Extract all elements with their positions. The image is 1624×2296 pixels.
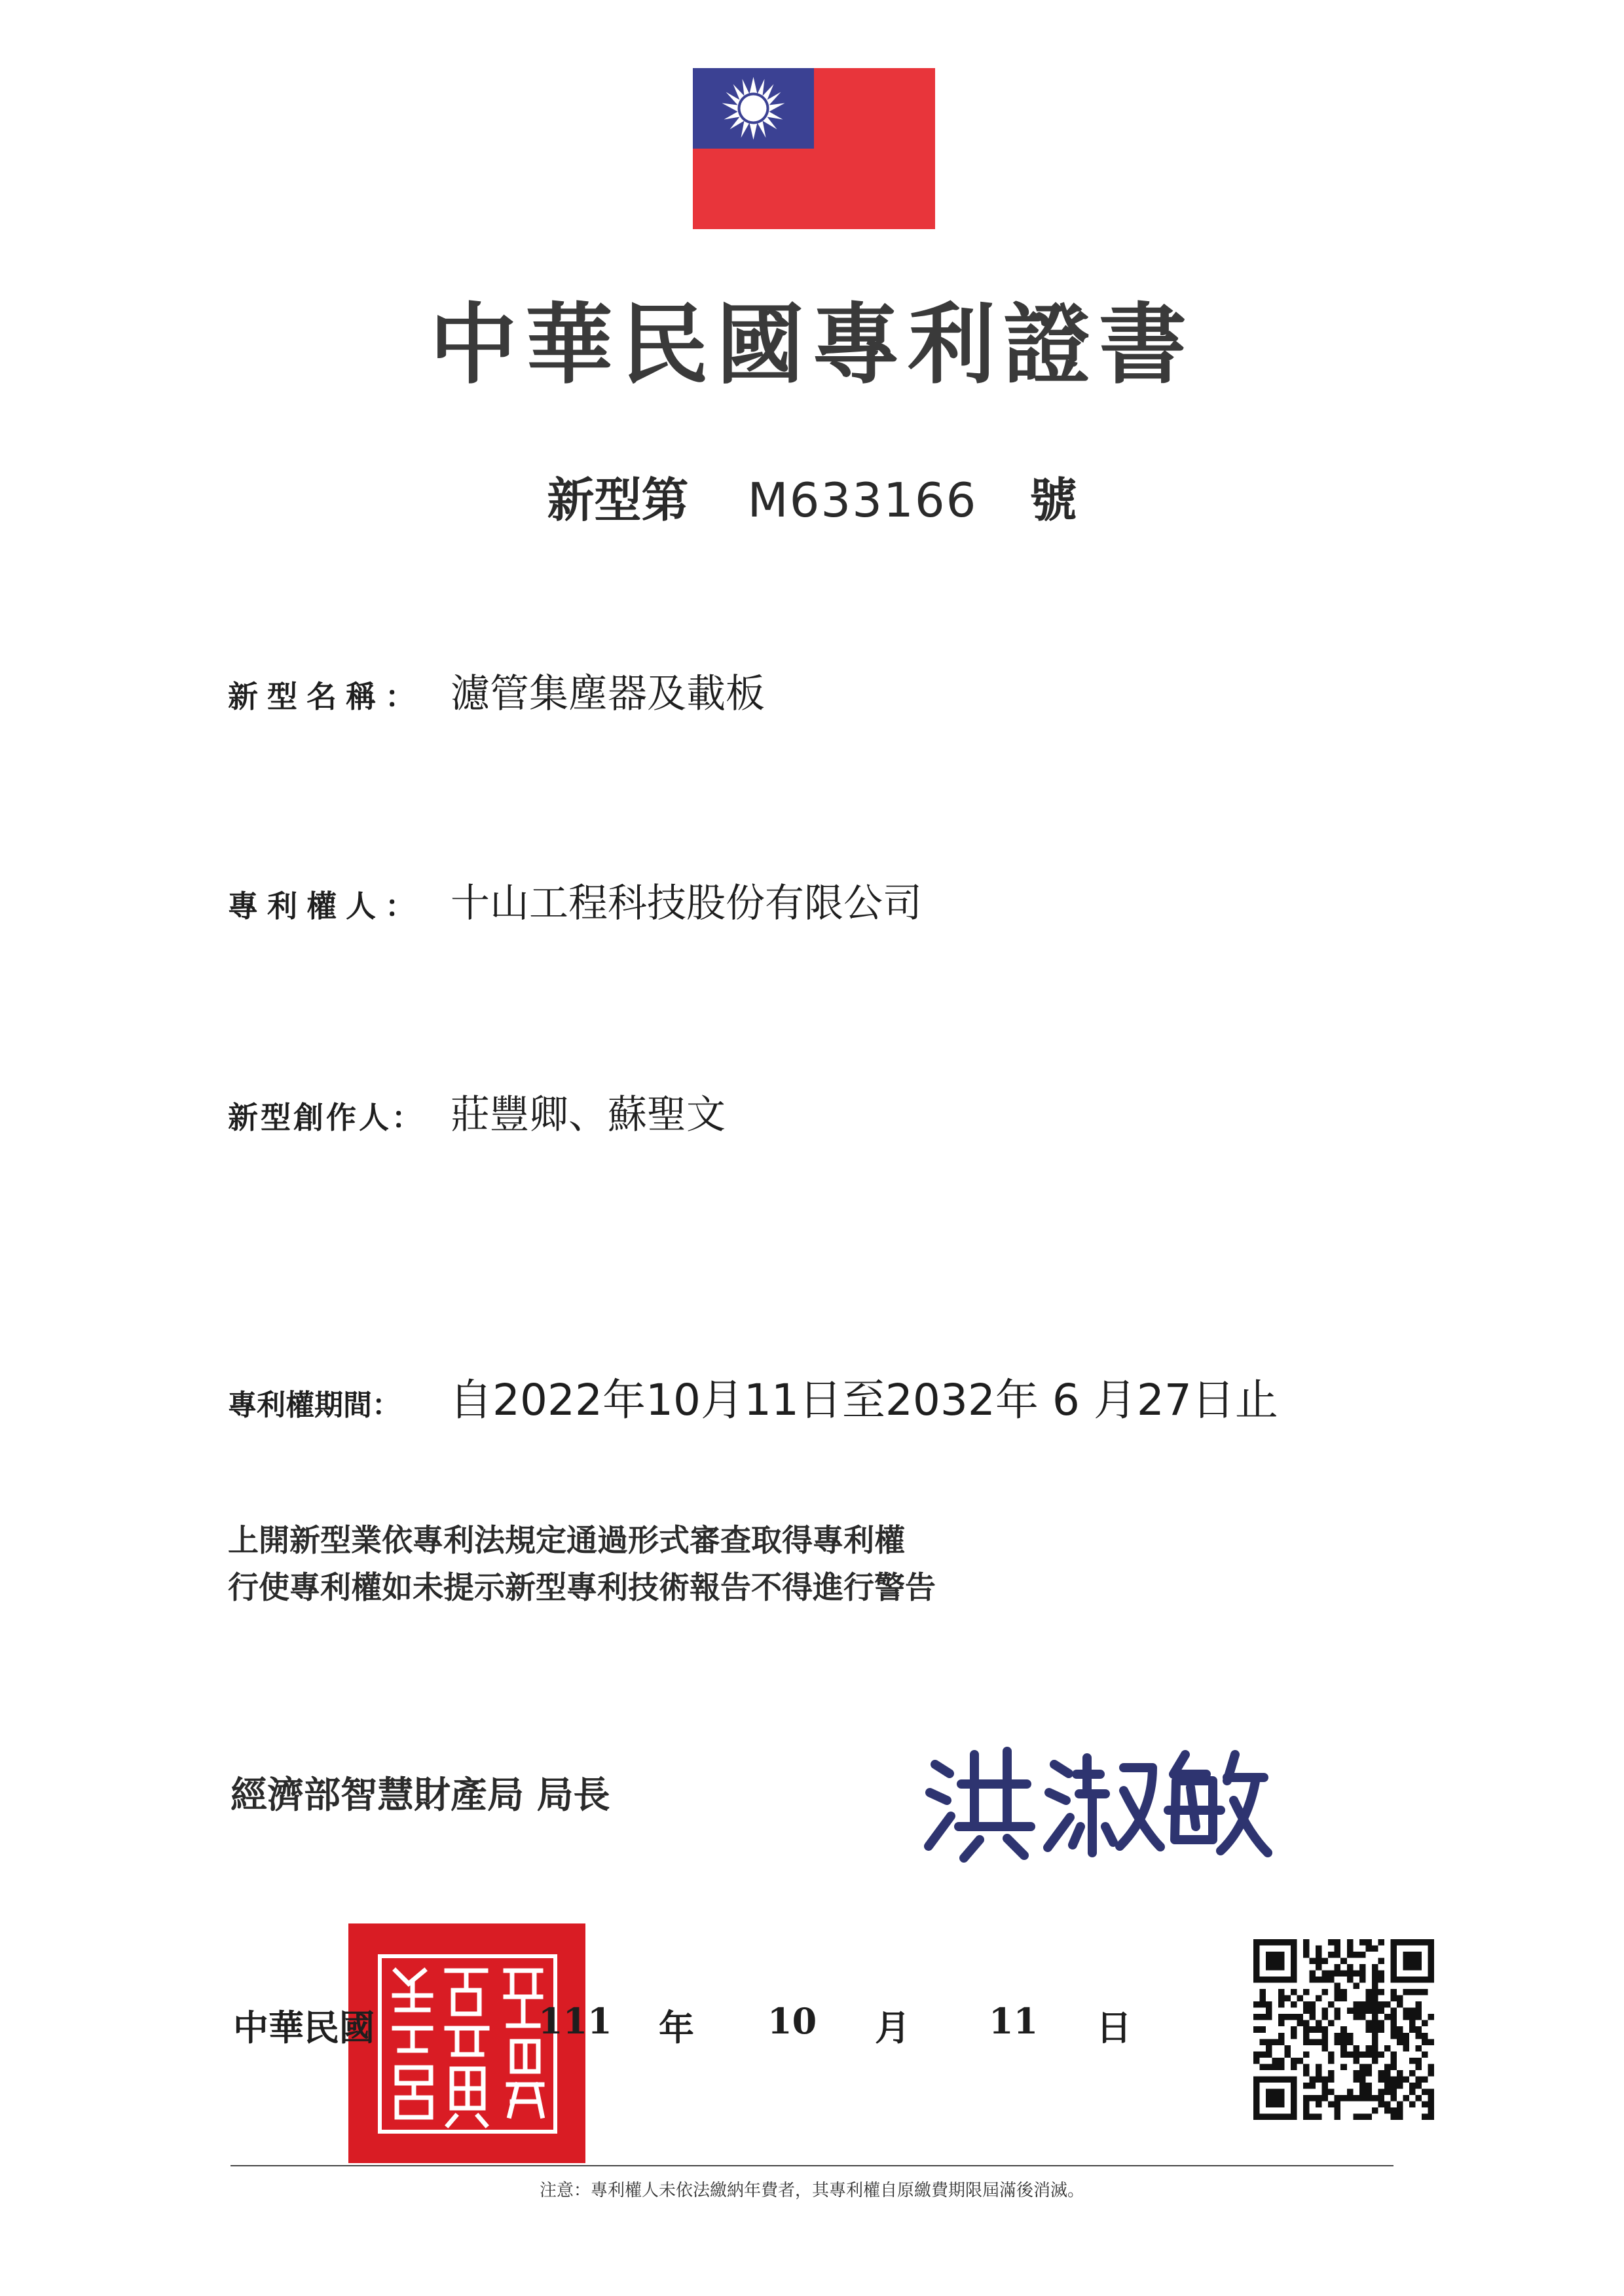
official-seal [348, 1923, 585, 2163]
field-label: 專利權人： [228, 888, 424, 924]
issue-date-year: 111 [538, 2000, 612, 2042]
director-title: 經濟部智慧財產局 局長 [231, 1774, 610, 1817]
notice-line-2: 行使專利權如未提示新型專利技術報告不得進行警告 [228, 1570, 936, 1606]
patent-number-line [0, 462, 1624, 530]
issue-date-month-unit: 月 [875, 2007, 910, 2049]
footnote: 注意：專利權人未依法繳納年費者，其專利權自原繳費期限屆滿後消滅。 [539, 2181, 1084, 2200]
issue-date-era: 中華民國 [233, 2007, 375, 2049]
issue-date-day: 11 [989, 2000, 1039, 2042]
patent-number: M633166 [747, 473, 978, 528]
issue-date-year-unit: 年 [659, 2007, 694, 2049]
field-creators [228, 1084, 726, 1140]
field-value: 濾管集塵器及載板 [451, 671, 765, 717]
issue-date-month: 10 [767, 2000, 817, 2042]
qr-code[interactable] [1253, 1939, 1434, 2120]
field-creation-name [228, 663, 765, 719]
field-value: 十山工程科技股份有限公司 [451, 881, 922, 926]
patent-number-suffix: 號 [1029, 473, 1077, 528]
notice-block [228, 1518, 936, 1612]
footer-divider [231, 2165, 1393, 2166]
issue-date-day-unit: 日 [1096, 2007, 1132, 2049]
notice-line-1: 上開新型業依專利法規定通過形式審查取得專利權 [228, 1523, 905, 1559]
field-label: 新型名稱： [228, 679, 424, 714]
field-value: 莊豐卿、蘇聖文 [451, 1092, 726, 1138]
field-label: 新型創作人： [228, 1100, 424, 1135]
flag-image [693, 68, 935, 229]
term-value: 自2022年10月11日至2032年 6 月27日止 [449, 1375, 1278, 1425]
patent-number-prefix: 新型第 [547, 473, 689, 528]
term-label: 專利權期間： [228, 1389, 401, 1422]
field-patentee [228, 872, 922, 928]
certificate-title: 中華民國專利證書 [429, 293, 1194, 396]
director-signature [915, 1728, 1282, 1872]
patent-term [228, 1365, 1278, 1427]
